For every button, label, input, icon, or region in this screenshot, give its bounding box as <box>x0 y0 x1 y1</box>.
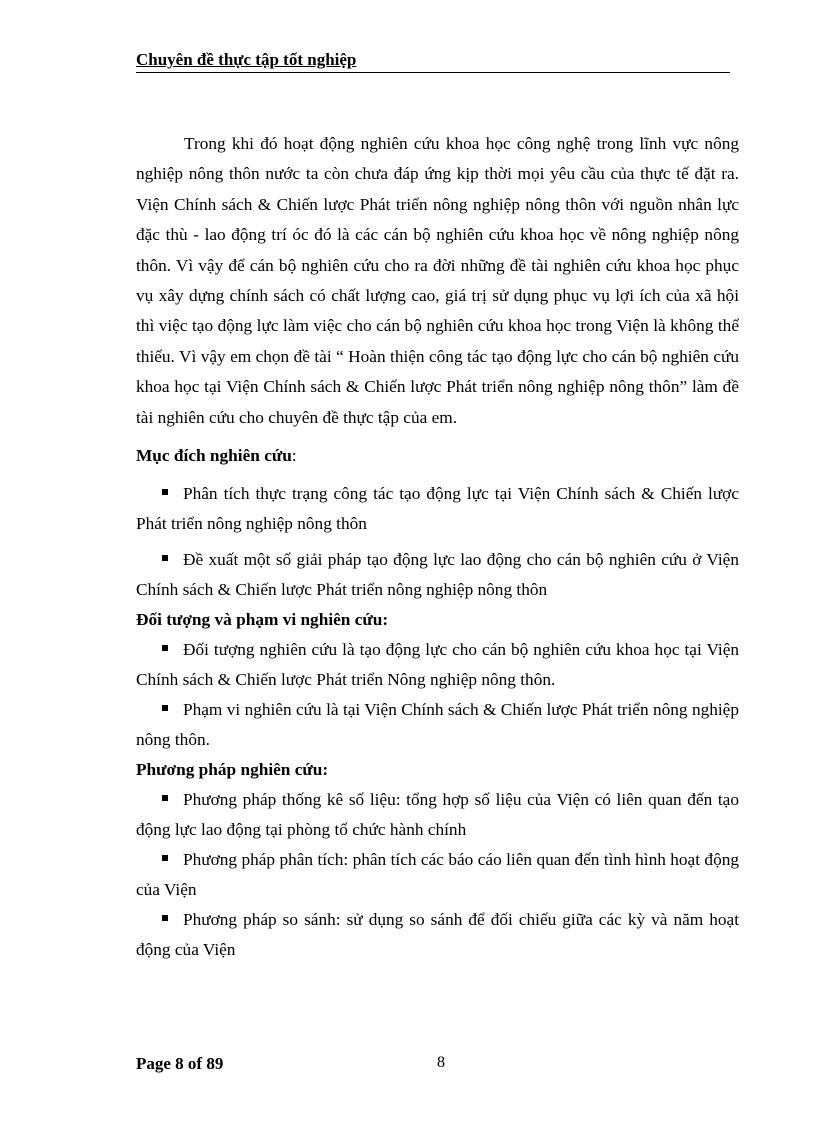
square-bullet-icon <box>162 645 168 651</box>
intro-paragraph: Trong khi đó hoạt động nghiên cứu khoa học công nghệ trong lĩnh vực nông nghiệp nông thôn nước ta còn chưa đáp ứng kịp thời mọi yêu cầu của thực tế đặt ra. Viện Chính sách & Chiến lược Phát triển nông nghiệp nông thôn với nguồn nhân lực đặc thù - lao động trí óc đó là các cán bộ nghiên cứu khoa học về nông nghiệp nông thôn. Vì vậy để cán bộ nghiên cứu cho ra đời những đề tài nghiên cứu khoa học phục vụ xây dựng chính sách có chất lượng cao, giá trị sử dụng phục vụ lợi ích của xã hội thì việc tạo động lực làm việc cho cán bộ nghiên cứu khoa học trong Viện là không thể thiếu. Vì vậy em chọn đề tài “ Hoàn thiện công tác tạo động lực cho cán bộ nghiên cứu khoa học tại Viện Chính sách & Chiến lược Phát triển nông nghiệp nông thôn” làm đề tài nghiên cứu cho chuyên đề thực tập của em. <box>136 134 739 427</box>
list-item <box>136 905 739 965</box>
footer-page-label: Page 8 of 89 <box>136 1054 224 1073</box>
list-item-text: Đối tượng nghiên cứu là tạo động lực cho cán bộ nghiên cứu khoa học tại Viện Chính sách & Chiến lược Phát triển Nông nghiệp nông thôn. <box>136 640 739 690</box>
list-item <box>136 635 739 695</box>
header-title: Chuyên đề thực tập tốt nghiệp <box>136 50 357 69</box>
section-heading-purpose <box>136 441 739 471</box>
list-item-text: Phương pháp thống kê số liệu: tổng hợp số liệu của Viện có liên quan đến tạo động lực lao động tại phòng tổ chức hành chính <box>136 790 739 840</box>
square-bullet-icon <box>162 555 168 561</box>
list-item <box>136 479 739 539</box>
list-item-text: Phương pháp so sánh: sử dụng so sánh để đối chiếu giữa các kỳ và năm hoạt động của Viện <box>136 910 739 960</box>
square-bullet-icon <box>162 489 168 495</box>
list-item <box>136 785 739 845</box>
list-item-text: Phạm vi nghiên cứu là tại Viện Chính sách & Chiến lược Phát triển nông nghiệp nông thôn. <box>136 700 739 750</box>
section-heading-methods: Phương pháp nghiên cứu: <box>136 760 329 780</box>
square-bullet-icon <box>162 705 168 711</box>
document-body <box>136 129 739 965</box>
list-item-text: Phân tích thực trạng công tác tạo động lực tại Viện Chính sách & Chiến lược Phát triển nông nghiệp nông thôn <box>136 484 739 534</box>
list-item-text: Phương pháp phân tích: phân tích các báo cáo liên quan đến tình hình hoạt động của Viện <box>136 850 739 900</box>
list-item <box>136 545 739 605</box>
list-item <box>136 695 739 755</box>
list-item <box>136 845 739 905</box>
footer-page-number: 8 <box>437 1054 445 1071</box>
section-heading-scope: Đối tượng và phạm vi nghiên cứu: <box>136 610 389 630</box>
square-bullet-icon <box>162 855 168 861</box>
section-heading-purpose-text: Mục đích nghiên cứu <box>136 446 292 466</box>
page-header <box>136 48 730 73</box>
section-heading-purpose-colon: : <box>291 446 297 466</box>
list-item-text: Đề xuất một số giải pháp tạo động lực lao động cho cán bộ nghiên cứu ở Viện Chính sách & Chiến lược Phát triển nông nghiệp nông thôn <box>136 550 739 600</box>
square-bullet-icon <box>162 795 168 801</box>
square-bullet-icon <box>162 915 168 921</box>
